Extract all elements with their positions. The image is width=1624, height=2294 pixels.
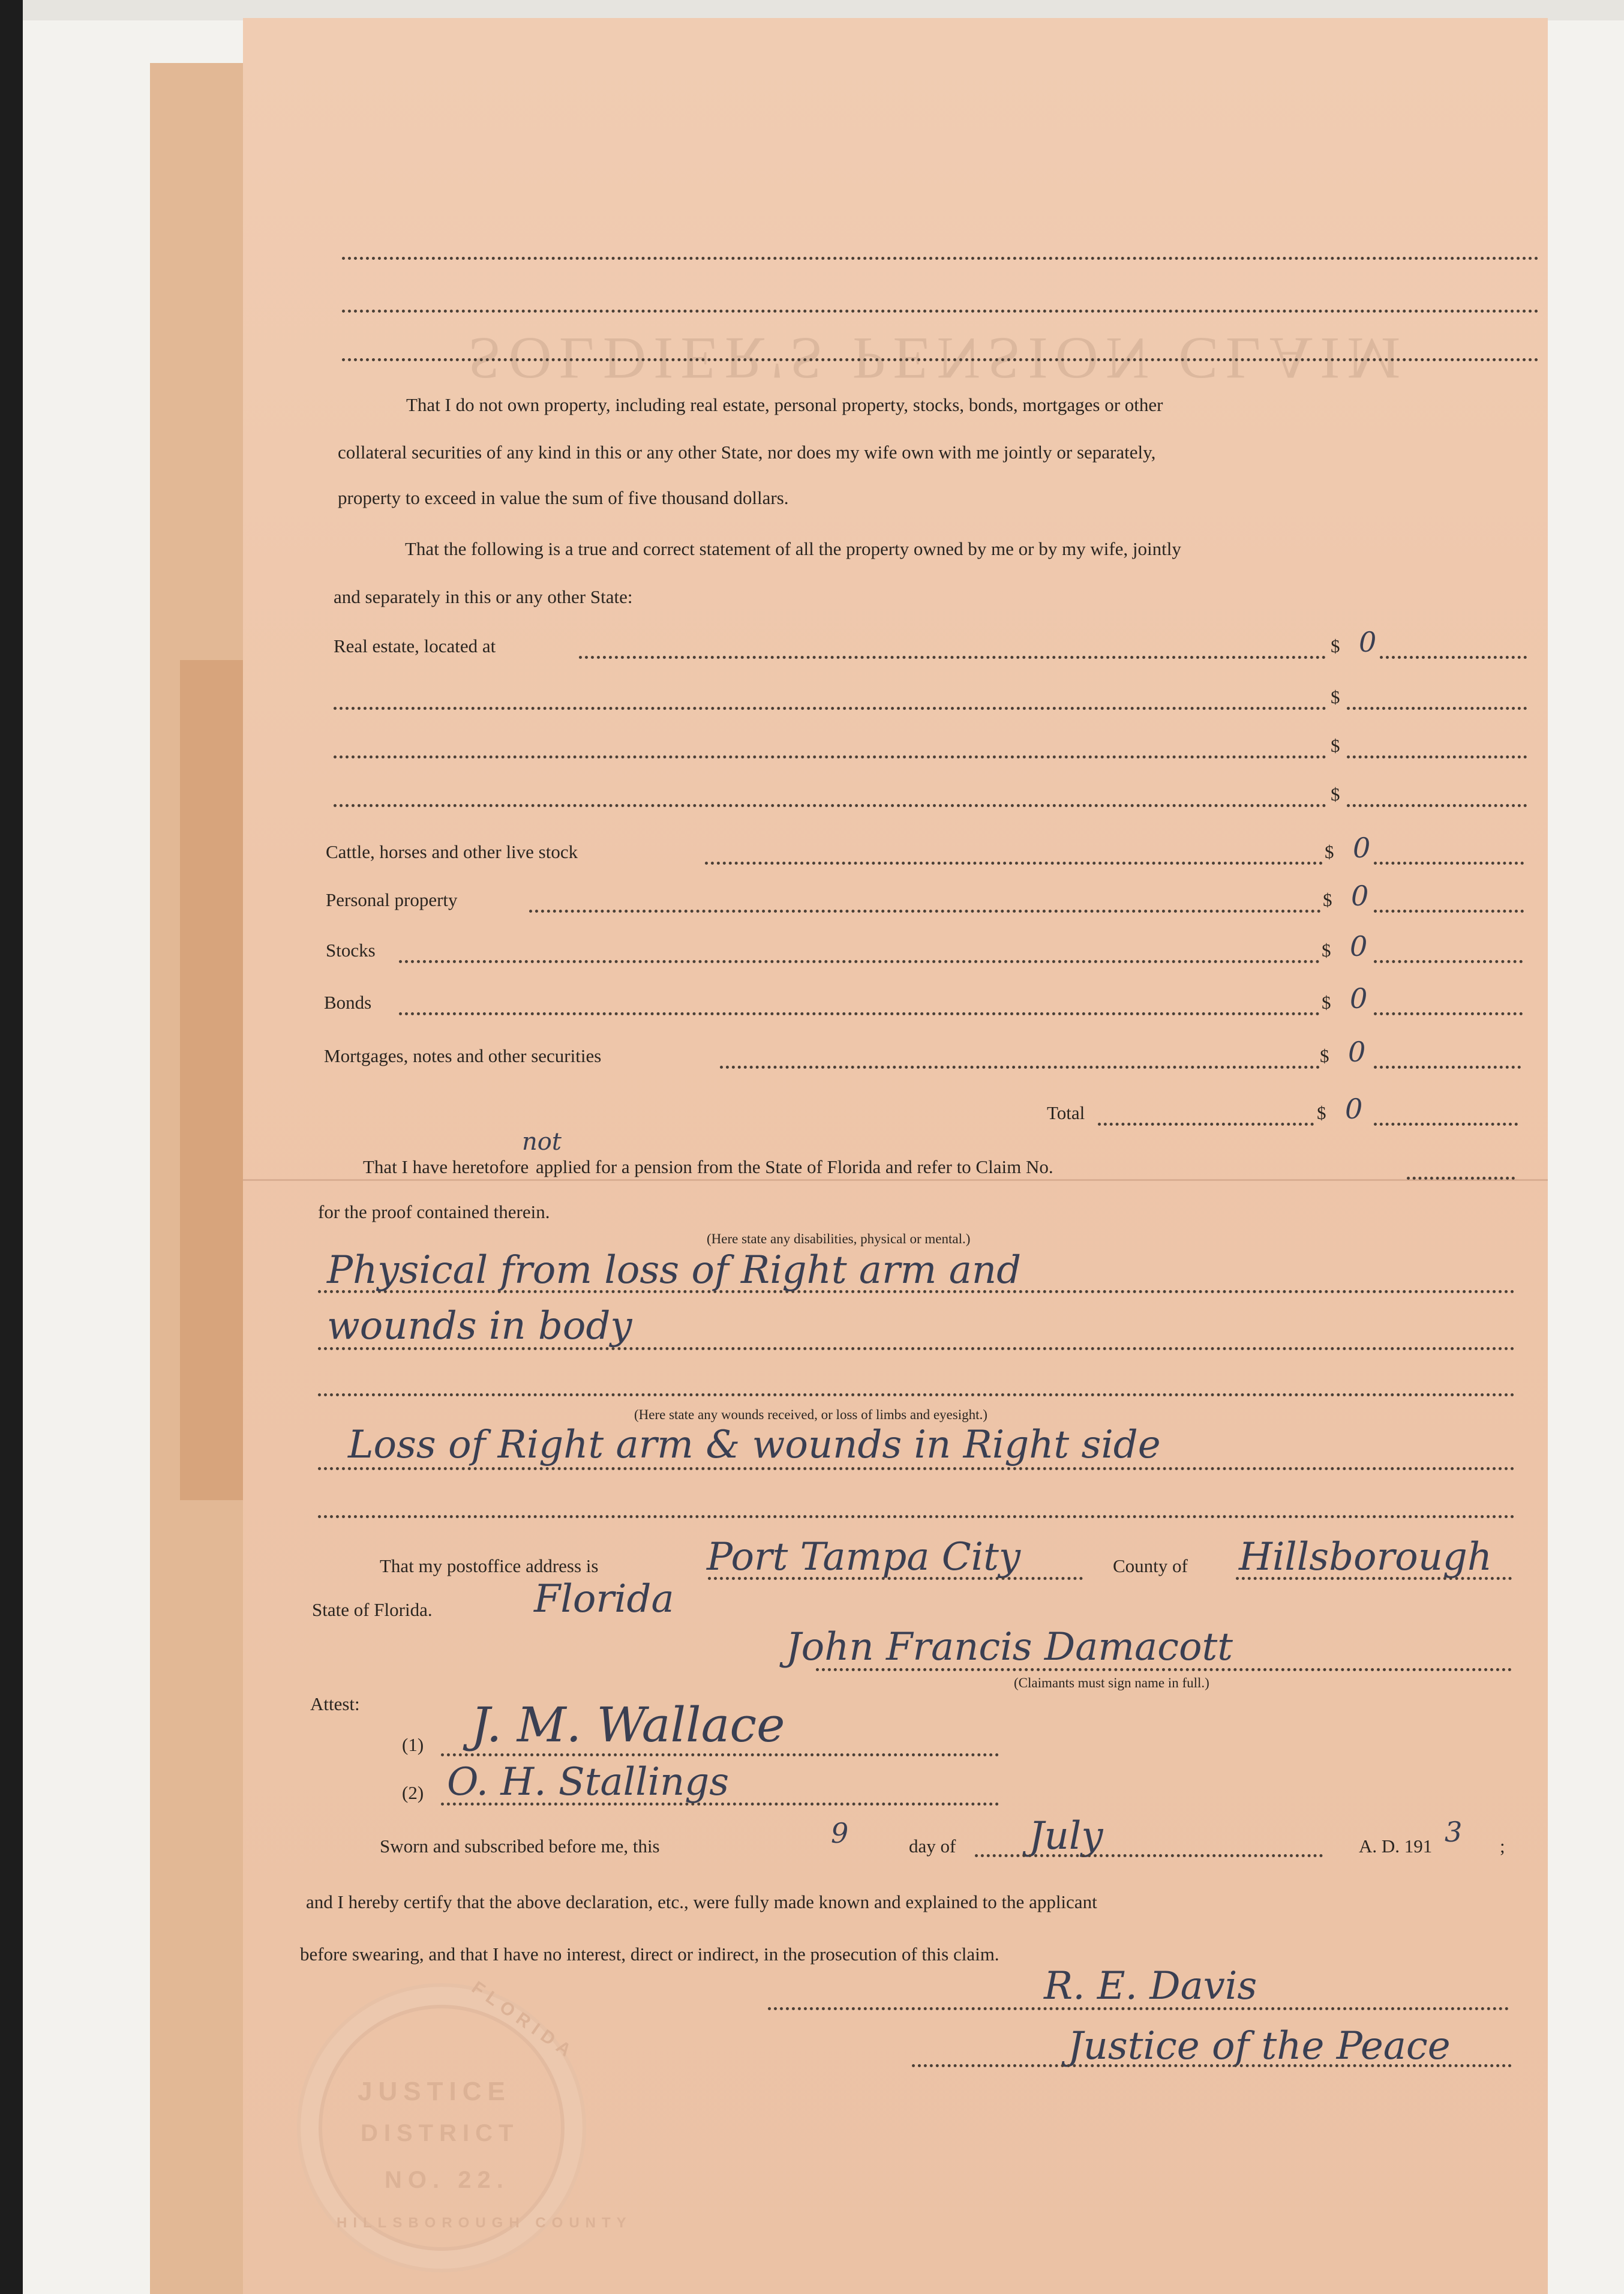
leader-dots <box>720 1066 1320 1069</box>
sworn-month: July <box>1029 1814 1103 1858</box>
embossed-seal <box>297 1977 632 2272</box>
address-text: County of <box>1113 1555 1188 1576</box>
inserted-word: not <box>522 1128 562 1156</box>
attest-label: Attest: <box>310 1693 360 1714</box>
property-label: Real estate, located at <box>334 635 496 656</box>
declaration-line: collateral securities of any kind in this or any other State, nor does my wife own with me jointly or separately, <box>338 442 1156 463</box>
leader-dots <box>579 656 1326 659</box>
witness-number: (2) <box>402 1782 424 1803</box>
dollar-sign: $ <box>1331 784 1340 805</box>
dollar-sign: $ <box>1331 735 1340 756</box>
sworn-text: ; <box>1500 1836 1505 1857</box>
property-label: Personal property <box>326 889 458 910</box>
property-value: 0 <box>1351 880 1369 912</box>
bleed-through-title: SOLDIER'S PENSION CLAIM <box>468 325 1408 392</box>
statement-line: and separately in this or any other State: <box>334 586 633 607</box>
leader-dots <box>1098 1123 1314 1126</box>
answer-line <box>708 1577 1083 1580</box>
value-dots <box>1347 804 1527 807</box>
postoffice-value: Port Tampa City <box>707 1535 1020 1579</box>
leader-dots <box>399 960 1320 963</box>
folded-back-shadow <box>180 660 246 1500</box>
dollar-sign: $ <box>1322 940 1331 961</box>
address-text: That my postoffice address is <box>380 1555 599 1576</box>
sworn-text: Sworn and subscribed before me, this <box>380 1836 660 1857</box>
leader-dots <box>705 862 1323 865</box>
value-dots <box>1374 1123 1518 1126</box>
signature-line <box>441 1753 999 1756</box>
claimant-signature: John Francis Damacott <box>786 1625 1233 1669</box>
sworn-day: 9 <box>831 1817 849 1849</box>
scanner-bed <box>23 0 1624 20</box>
dollar-sign: $ <box>1320 1045 1329 1066</box>
property-value: 0 <box>1353 832 1371 864</box>
value-dots <box>1374 1012 1523 1015</box>
dollar-sign: $ <box>1325 841 1334 862</box>
pension-text: applied for a pension from the State of Florida and refer to Claim No. <box>536 1156 1053 1177</box>
leader-dots <box>334 804 1326 807</box>
seal-text-bottom: HILLSBOROUGH COUNTY <box>337 2215 632 2231</box>
witness-number: (1) <box>402 1734 424 1755</box>
witness-signature: J. M. Wallace <box>471 1697 785 1753</box>
statement-line: That the following is a true and correct statement of all the property owned by me or by my wife, jointly <box>405 538 1181 559</box>
property-value: 0 <box>1350 930 1368 962</box>
certify-text: and I hereby certify that the above declaration, etc., were fully made known and explained to the applicant <box>306 1891 1097 1912</box>
value-dots <box>1347 755 1527 758</box>
fold-crease <box>243 1179 1548 1181</box>
value-dots <box>1374 960 1523 963</box>
scanner-edge <box>0 0 23 2294</box>
county-value: Hillsborough <box>1239 1535 1493 1579</box>
value-dots <box>1374 910 1524 913</box>
state-label: State of Florida. <box>312 1599 433 1620</box>
sworn-year-digit: 3 <box>1445 1816 1463 1848</box>
signature-line <box>441 1803 999 1806</box>
answer-line <box>318 1515 1515 1518</box>
disabilities-answer: Physical from loss of Right arm and <box>327 1248 1022 1293</box>
property-value: 0 <box>1359 626 1377 658</box>
pension-text: for the proof contained therein. <box>318 1201 550 1222</box>
value-dots <box>1380 656 1527 659</box>
claim-number-blank <box>1407 1177 1515 1180</box>
dollar-sign: $ <box>1323 889 1332 910</box>
sworn-text: day of <box>909 1836 956 1857</box>
declaration-line: property to exceed in value the sum of five thousand dollars. <box>338 487 789 508</box>
dollar-sign: $ <box>1331 686 1340 707</box>
seal-text: JUSTICE <box>358 2077 511 2106</box>
seal-text: DISTRICT <box>361 2120 520 2146</box>
leader-dots <box>529 910 1321 913</box>
property-label: Cattle, horses and other live stock <box>326 841 578 862</box>
total-label: Total <box>1047 1102 1085 1123</box>
value-dots <box>1347 707 1527 710</box>
declaration-line: That I do not own property, including real estate, personal property, stocks, bonds, mortgages or other <box>406 394 1163 415</box>
seal-text: NO. 22. <box>385 2167 509 2193</box>
value-dots <box>1374 1066 1521 1069</box>
pension-text: That I have heretofore <box>363 1156 529 1177</box>
property-label: Mortgages, notes and other securities <box>324 1045 602 1066</box>
disabilities-answer: wounds in body <box>327 1304 632 1348</box>
answer-line <box>1236 1577 1512 1580</box>
disabilities-caption: (Here state any disabilities, physical or mental.) <box>707 1231 971 1246</box>
wounds-caption: (Here state any wounds received, or loss of limbs and eyesight.) <box>634 1407 987 1422</box>
seal-text-top: FLORIDA <box>468 1977 580 2064</box>
property-label: Bonds <box>324 992 372 1013</box>
dollar-sign: $ <box>1331 635 1340 656</box>
dollar-sign: $ <box>1317 1102 1326 1123</box>
property-label: Stocks <box>326 940 376 961</box>
answer-line <box>318 1393 1515 1396</box>
certify-text: before swearing, and that I have no interest, direct or indirect, in the prosecution of this claim. <box>300 1944 999 1965</box>
leader-dots <box>334 707 1326 710</box>
blank-line <box>342 358 1539 361</box>
blank-line <box>342 257 1539 260</box>
blank-line <box>342 310 1539 313</box>
signature-caption: (Claimants must sign name in full.) <box>1014 1675 1209 1690</box>
official-title: Justice of the Peace <box>1068 2024 1451 2068</box>
property-value: 0 <box>1348 1036 1366 1068</box>
value-dots <box>1374 862 1524 865</box>
sworn-text: A. D. 191 <box>1359 1836 1433 1857</box>
leader-dots <box>399 1012 1320 1015</box>
answer-line <box>975 1854 1323 1857</box>
dollar-sign: $ <box>1322 992 1331 1013</box>
signature-line <box>912 2064 1512 2067</box>
state-value: Florida <box>534 1577 674 1621</box>
signature-line <box>768 2007 1509 2010</box>
leader-dots <box>334 755 1326 758</box>
witness-signature: O. H. Stallings <box>447 1760 730 1804</box>
wounds-answer: Loss of Right arm & wounds in Right side <box>348 1423 1161 1467</box>
property-value: 0 <box>1350 982 1368 1015</box>
official-signature: R. E. Davis <box>1044 1964 1257 2008</box>
total-value: 0 <box>1345 1093 1363 1125</box>
answer-line <box>318 1467 1515 1470</box>
